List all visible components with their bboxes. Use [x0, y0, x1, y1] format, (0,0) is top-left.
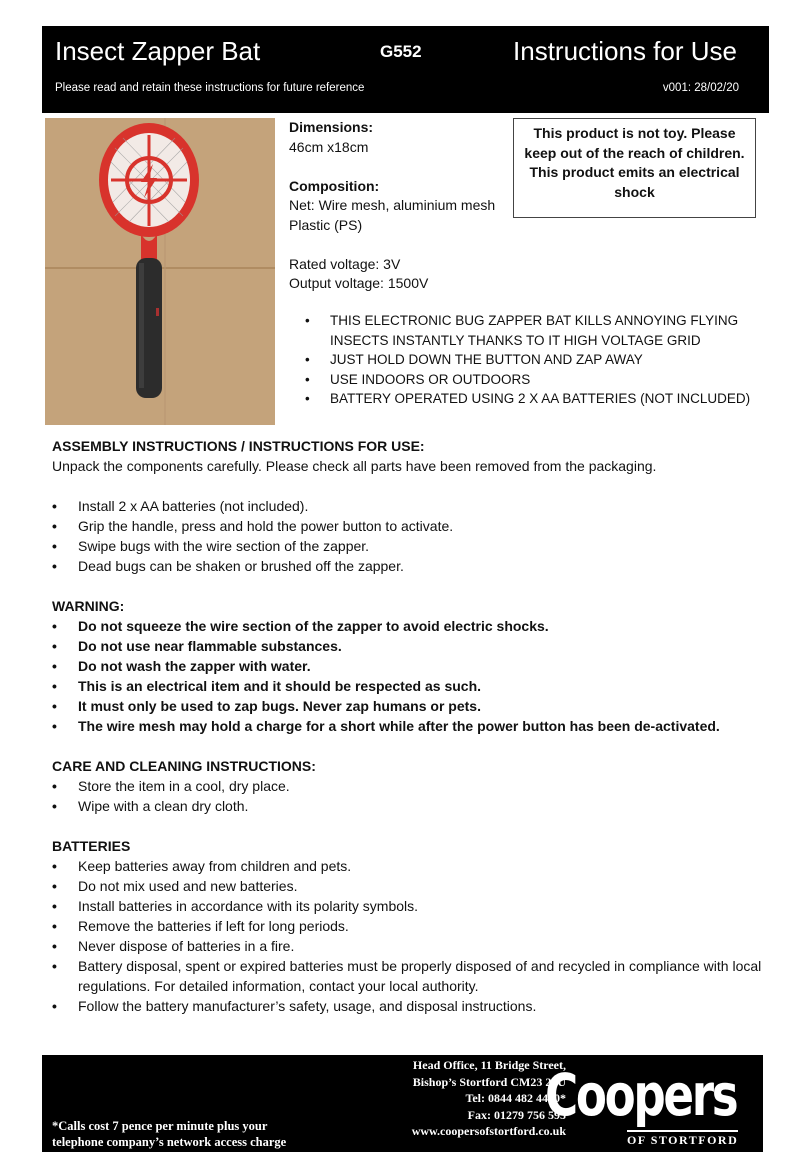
- product-title: Insect Zapper Bat: [55, 36, 261, 66]
- list-item: • Install batteries in accordance with its polarity symbols.: [52, 896, 762, 916]
- list-item: • The wire mesh may hold a charge for a short while after the power button has been de-activated.: [52, 716, 762, 736]
- list-item: • Do not squeeze the wire section of the zapper to avoid electric shocks.: [52, 616, 762, 636]
- list-item: • Wipe with a clean dry cloth.: [52, 796, 762, 816]
- batteries-list: [52, 856, 762, 1016]
- assembly-list: [52, 496, 762, 576]
- list-item: • Follow the battery manufacturer’s safety, usage, and disposal instructions.: [52, 996, 762, 1016]
- list-item: • Remove the batteries if left for long periods.: [52, 916, 762, 936]
- coopers-logo: Coopers: [545, 1061, 737, 1129]
- instructions-title: Instructions for Use: [513, 36, 737, 66]
- logo-tagline: OF STORTFORD: [627, 1130, 738, 1148]
- version-label: v001: 28/02/20: [662, 82, 739, 94]
- warning-list: [52, 616, 762, 736]
- call-cost-note: *Calls cost 7 pence per minute plus your telephone company’s network access charge: [52, 1119, 287, 1149]
- website-link[interactable]: www.coopersofstortford.co.uk: [411, 1124, 566, 1138]
- list-item: • Dead bugs can be shaken or brushed off the zapper.: [52, 556, 762, 576]
- care-list: [52, 776, 762, 816]
- list-item: • It must only be used to zap bugs. Never zap humans or pets.: [52, 696, 762, 716]
- list-item: • JUST HOLD DOWN THE BUTTON AND ZAP AWAY: [305, 350, 755, 370]
- assembly-heading: ASSEMBLY INSTRUCTIONS / INSTRUCTIONS FOR USE:: [52, 438, 425, 454]
- batteries-heading: BATTERIES: [52, 838, 131, 854]
- dimensions-value: 46cm x18cm: [289, 138, 369, 155]
- company-address: Head Office, 11 Bridge Street, Bishop’s Stortford CM23 2JU Tel: 0844 482 4400* Fax: 01279 756 595 www.coopersofstortford.co.uk: [342, 1057, 566, 1140]
- header-subtitle: Please read and retain these instructions for future reference: [55, 82, 365, 94]
- list-item: • Store the item in a cool, dry place.: [52, 776, 762, 796]
- assembly-intro: Unpack the components carefully. Please check all parts have been removed from the packaging.: [52, 458, 657, 474]
- list-item: • Never dispose of batteries in a fire.: [52, 936, 762, 956]
- warning-heading: WARNING:: [52, 598, 125, 614]
- output-voltage: Output voltage: 1500V: [289, 275, 429, 291]
- list-item: • Swipe bugs with the wire section of the zapper.: [52, 536, 762, 556]
- rated-voltage: Rated voltage: 3V: [289, 255, 401, 272]
- instructions-body: [52, 436, 762, 1016]
- product-photo: [45, 118, 275, 425]
- spec-block: [289, 118, 519, 294]
- composition-line1: Net: Wire mesh, aluminium mesh: [289, 197, 496, 213]
- feature-list: [305, 311, 755, 409]
- list-item: • This is an electrical item and it should be respected as such.: [52, 676, 762, 696]
- header-bar: [42, 26, 769, 113]
- footer-bar: [42, 1055, 763, 1152]
- composition-label: Composition:: [289, 177, 380, 194]
- list-item: • USE INDOORS OR OUTDOORS: [305, 370, 755, 390]
- list-item: • Do not mix used and new batteries.: [52, 876, 762, 896]
- list-item: • Do not wash the zapper with water.: [52, 656, 762, 676]
- list-item: • Do not use near flammable substances.: [52, 636, 762, 656]
- list-item: • Keep batteries away from children and pets.: [52, 856, 762, 876]
- list-item: • BATTERY OPERATED USING 2 X AA BATTERIES (NOT INCLUDED): [305, 389, 755, 409]
- list-item: • Install 2 x AA batteries (not included).: [52, 496, 762, 516]
- list-item: • Grip the handle, press and hold the power button to activate.: [52, 516, 762, 536]
- composition-line2: Plastic (PS): [289, 216, 363, 233]
- dimensions-label: Dimensions:: [289, 119, 374, 135]
- safety-notice-box: This product is not toy. Please keep out of the reach of children. This product emits an electrical shock: [513, 118, 756, 218]
- list-item: • THIS ELECTRONIC BUG ZAPPER BAT KILLS ANNOYING FLYING INSECTS INSTANTLY THANKS TO IT HIGH VOLTAGE GRID: [305, 311, 755, 350]
- product-code: G552: [380, 42, 422, 61]
- list-item: • Battery disposal, spent or expired batteries must be properly disposed of and recycled in compliance with local regulations. For detailed information, contact your local authority.: [52, 956, 762, 996]
- care-heading: CARE AND CLEANING INSTRUCTIONS:: [52, 758, 316, 774]
